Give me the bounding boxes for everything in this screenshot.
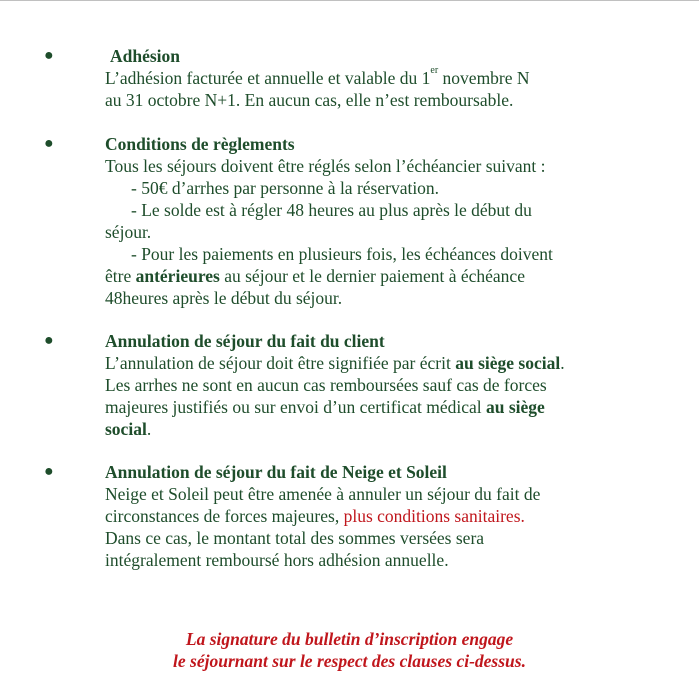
section-title [105, 45, 685, 67]
text-line [105, 505, 685, 527]
red-text: plus conditions sanitaires. [343, 506, 525, 526]
text-line: séjour. [105, 222, 152, 242]
text-line: Les arrhes ne sont en aucun cas remboursées sauf cas de forces [105, 375, 547, 395]
text-line: au 31 octobre N+1. En aucun cas, elle n’est remboursable. [105, 90, 514, 110]
bullet: ● [44, 463, 54, 480]
footer-line: le séjournant sur le respect des clauses ci-dessus. [173, 651, 526, 671]
text-part: . [146, 419, 152, 439]
text-line: Neige et Soleil peut être amenée à annuler un séjour du fait de [105, 484, 541, 504]
bold-text: au siège social [455, 353, 561, 373]
section-title [105, 461, 685, 483]
text-line [105, 265, 685, 287]
text-part: être [105, 266, 136, 286]
bold-text: antérieures [135, 266, 220, 286]
text-line: 48heures après le début du séjour. [105, 288, 343, 308]
title-text: Annulation de séjour du fait du client [105, 331, 385, 351]
title-text: Conditions de règlements [105, 134, 295, 154]
text-part: circonstances de forces majeures, [105, 506, 344, 526]
text-line: intégralement remboursé hors adhésion annuelle. [105, 550, 449, 570]
text-line [105, 352, 685, 374]
text-line: - 50€ d’arrhes par personne à la réservation. [131, 178, 440, 198]
text-part: . [560, 353, 565, 373]
text-line: Dans ce cas, le montant total des sommes versées sera [105, 528, 485, 548]
text-line [105, 396, 685, 418]
title-text: Adhésion [110, 46, 181, 66]
title-text: Annulation de séjour du fait de Neige et Soleil [105, 462, 447, 482]
section-text [105, 330, 685, 440]
text-line [105, 418, 685, 440]
section-title [105, 330, 685, 352]
section-text [105, 461, 685, 571]
superscript: er [430, 65, 439, 76]
text-line: - Pour les paiements en plusieurs fois, les échéances doivent [131, 244, 553, 264]
bold-text: social [105, 419, 147, 439]
footer-line: La signature du bulletin d’inscription engage [185, 629, 514, 649]
bullet: ● [44, 135, 54, 152]
text-part: majeures justifiés ou sur envoi d’un certificat médical [105, 397, 486, 417]
text-part: novembre N [438, 68, 530, 88]
top-border [0, 0, 699, 1]
text-line: Tous les séjours doivent être réglés selon l’échéancier suivant : [105, 156, 546, 176]
signature-notice [0, 628, 699, 672]
bullet: ● [44, 332, 54, 349]
text-part: L’annulation de séjour doit être signifiée par écrit [105, 353, 456, 373]
section-text [105, 133, 685, 309]
bullet: ● [44, 47, 54, 64]
text-line [105, 67, 685, 89]
text-line: - Le solde est à régler 48 heures au plus après le début du [131, 200, 532, 220]
text-part: au séjour et le dernier paiement à échéance [219, 266, 525, 286]
section-title [105, 133, 685, 155]
text-part: L’adhésion facturée et annuelle et valable du 1 [105, 68, 431, 88]
section-text [105, 45, 685, 111]
bold-text: au siège [485, 397, 545, 417]
